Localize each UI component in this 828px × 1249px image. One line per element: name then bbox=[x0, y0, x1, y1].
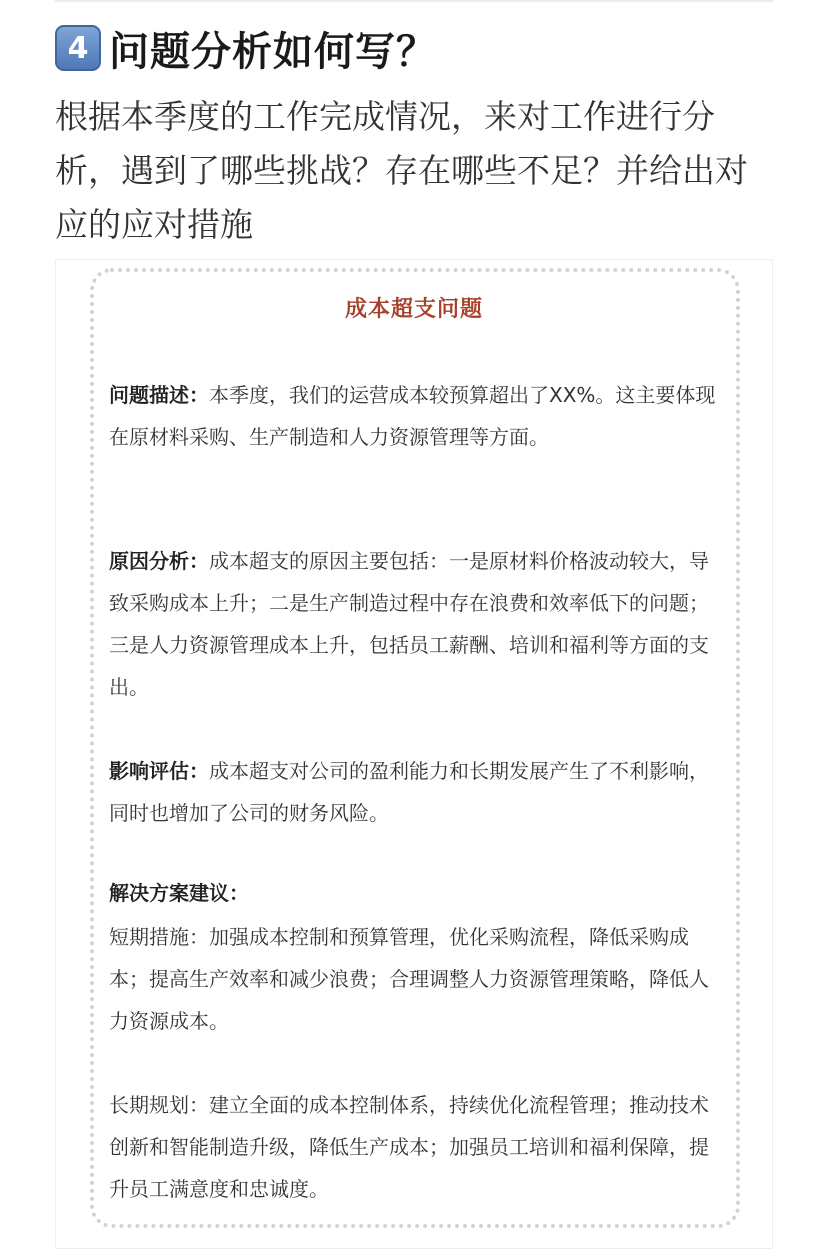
number-4-badge-icon: 4 bbox=[55, 25, 101, 71]
card-title: 成本超支问题 bbox=[344, 297, 483, 322]
example-card bbox=[55, 259, 773, 1249]
long-term-plan: 长期规划：建立全面的成本控制体系，持续优化流程管理；推动技术创新和智能制造升级，降低生产成本；加强员工培训和福利保障，提升员工满意度和忠诚度。 bbox=[109, 1093, 709, 1201]
intro-paragraph: 根据本季度的工作完成情况，来对工作进行分析，遇到了哪些挑战？存在哪些不足？并给出对应的应对措施 bbox=[55, 97, 748, 244]
cause-label: 原因分析： bbox=[109, 549, 209, 573]
cause-analysis bbox=[109, 540, 719, 708]
section-heading bbox=[55, 20, 437, 76]
problem-text: 本季度，我们的运营成本较预算超出了XX%。这主要体现在原材料采购、生产制造和人力资源管理等方面。 bbox=[109, 383, 716, 449]
top-divider bbox=[55, 0, 773, 2]
impact-label: 影响评估： bbox=[109, 759, 209, 783]
impact-assessment bbox=[109, 750, 719, 834]
cause-text: 成本超支的原因主要包括：一是原材料价格波动较大，导致采购成本上升；二是生产制造过程中存在浪费和效率低下的问题；三是人力资源管理成本上升，包括员工薪酬、培训和福利等方面的支出。 bbox=[109, 549, 709, 699]
problem-description bbox=[109, 374, 719, 458]
impact-text: 成本超支对公司的盈利能力和长期发展产生了不利影响，同时也增加了公司的财务风险。 bbox=[109, 759, 709, 825]
solution-label: 解决方案建议： bbox=[109, 881, 249, 905]
short-term-measures: 短期措施：加强成本控制和预算管理，优化采购流程，降低采购成本；提高生产效率和减少浪费；合理调整人力资源管理策略，降低人力资源成本。 bbox=[109, 925, 709, 1033]
problem-label: 问题描述： bbox=[109, 383, 209, 407]
section-title: 问题分析如何写？ bbox=[109, 28, 437, 75]
